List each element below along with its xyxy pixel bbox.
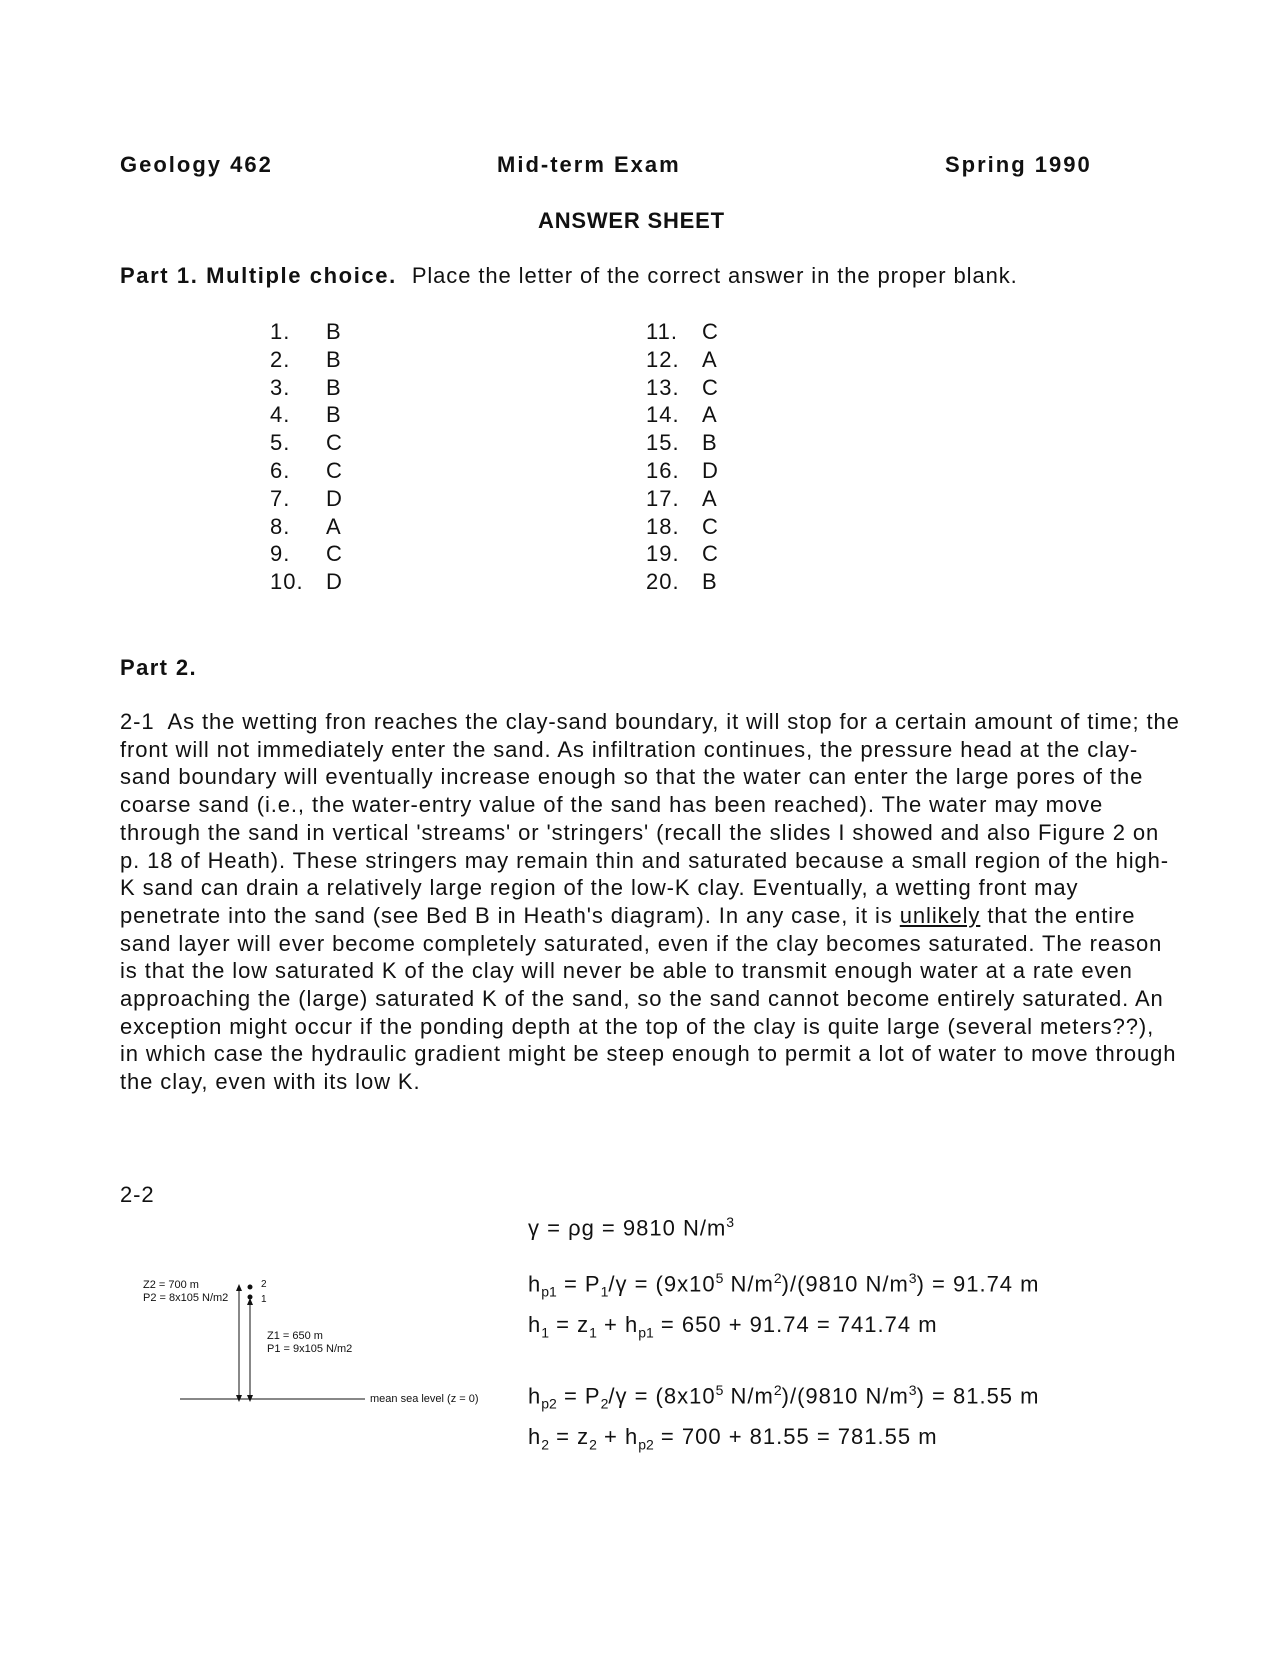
answer-letter: A (702, 485, 718, 511)
exam-title: Mid-term Exam (497, 152, 681, 177)
eq-hp1-b-sup: 5 (715, 1270, 724, 1286)
eq-h2 (528, 1424, 938, 1452)
eq-hp1-d: )/(9810 N/m (781, 1271, 909, 1297)
answer-number: 16. (646, 457, 680, 483)
eq-h2-a: = z (549, 1424, 590, 1449)
answer-row (270, 457, 390, 485)
answer-number: 9. (270, 541, 291, 567)
answer-number: 3. (270, 374, 291, 400)
eq-hp1-h: h (528, 1271, 542, 1297)
eq-h2-b-sub: p2 (638, 1436, 654, 1453)
q22-label: 2-2 (120, 1182, 155, 1207)
answer-number: 1. (270, 319, 291, 344)
eq-hp2-c-sup: 2 (773, 1382, 782, 1398)
answer-row (270, 540, 390, 568)
answer-number: 13. (646, 374, 680, 400)
answer-letter: C (702, 513, 719, 539)
answer-letter: B (326, 319, 342, 344)
eq-h2-h: h (528, 1424, 542, 1449)
answer-row (646, 513, 766, 541)
p2-label: P2 = 8x105 N/m2 (143, 1292, 229, 1304)
part1-instruction: Place the letter of the correct answer in the proper blank. (411, 263, 1018, 288)
eq-h2-sub: 2 (541, 1436, 550, 1453)
answer-letter: C (326, 430, 343, 456)
eq-hp2-b-sup: 5 (715, 1382, 724, 1398)
answer-row (270, 346, 390, 374)
answer-letter: A (702, 402, 718, 428)
answer-row (270, 318, 390, 346)
answer-number: 19. (646, 541, 680, 567)
eq-hp2-c: N/m (723, 1383, 774, 1409)
answer-sheet-title: ANSWER SHEET (538, 208, 725, 233)
eq-hp1 (528, 1270, 1039, 1300)
answer-number: 18. (646, 513, 680, 539)
q21-label: 2-1 (120, 709, 155, 734)
q21-text-a: As the wetting fron reaches the clay-sand boundary, it will stop for a certain amount of time; the front will not immediately enter the sand. As infiltration continues, the pressure head at the clay-sand boundary will eventually increase enough so that the water can enter the large pores of the coarse sand (i.e., the water-entry value of the sand has been reached). The water may move through the sand in vertical 'streams' or 'stringers' (recall the slides I showed and also Figure 2 on p. 18 of Heath). These stringers may remain thin and saturated because a small region of the high-K sand can drain a relatively large region of the low-K clay. Eventually, a wetting front may penetrate into the sand (see Bed B in Heath's diagram). In any case, it is (120, 709, 1180, 928)
answer-number: 20. (646, 569, 680, 595)
answer-row (270, 513, 390, 541)
p1-label: P1 = 9x105 N/m2 (267, 1343, 353, 1355)
answer-row (270, 429, 390, 457)
answer-number: 15. (646, 430, 680, 456)
point-2-label: 2 (261, 1279, 267, 1290)
answers-left-list (270, 318, 390, 596)
eq-hp1-a: = P (556, 1271, 601, 1297)
z2-label: Z2 = 700 m (143, 1279, 199, 1291)
answer-number: 17. (646, 485, 680, 511)
eq-hp2-a: = P (556, 1383, 601, 1409)
z2-arrow-top (236, 1284, 242, 1291)
answer-row (646, 346, 766, 374)
answer-letter: C (326, 457, 343, 483)
answer-2-1 (120, 708, 1180, 1096)
eq-h2-c: = 700 + 81.55 = 781.55 m (653, 1424, 938, 1449)
answer-letter: C (702, 319, 719, 344)
answer-row (646, 457, 766, 485)
eq-hp1-a-sub: 1 (600, 1283, 609, 1300)
answer-row (646, 429, 766, 457)
eq-hp1-c: N/m (723, 1271, 774, 1297)
eq-h1-b: + h (596, 1312, 639, 1337)
part2-heading: Part 2. (120, 655, 198, 680)
eq-h1-a-sub: 1 (589, 1324, 597, 1341)
answer-row (646, 568, 766, 596)
answer-number: 2. (270, 346, 291, 372)
answer-number: 10. (270, 569, 304, 595)
eq-gamma (528, 1214, 734, 1241)
eq-h1-c: = 650 + 91.74 = 741.74 m (653, 1312, 938, 1337)
answers-right-list (646, 318, 766, 596)
answer-letter: D (702, 457, 719, 483)
eq-h1-h: h (528, 1312, 542, 1337)
answer-letter: B (326, 346, 342, 372)
answer-row (646, 374, 766, 402)
eq-hp2-b: /γ = (8x10 (608, 1383, 716, 1409)
answer-number: 6. (270, 457, 291, 483)
eq-h2-b: + h (596, 1424, 639, 1449)
point-1-dot (248, 1295, 253, 1300)
q21-underlined: unlikely (899, 902, 981, 928)
answer-letter: A (702, 346, 718, 372)
answer-row (646, 318, 766, 346)
answer-letter: C (702, 541, 719, 567)
answer-letter: A (326, 513, 342, 539)
eq-hp2-a-sub: 2 (600, 1395, 609, 1412)
answer-row (646, 485, 766, 513)
point-2-dot (248, 1285, 253, 1290)
answer-row (270, 568, 390, 596)
eq-gamma-text: γ = ρg = 9810 N/m (528, 1215, 727, 1241)
eq-hp2-h: h (528, 1383, 542, 1409)
eq-h2-a-sub: 2 (589, 1436, 597, 1453)
eq-h1-sub: 1 (541, 1324, 550, 1341)
answer-letter: B (326, 402, 342, 428)
answer-number: 8. (270, 513, 291, 539)
eq-hp2-d-sup: 3 (908, 1382, 917, 1398)
answer-row (646, 401, 766, 429)
eq-hp1-b: /γ = (9x10 (608, 1271, 716, 1297)
answer-row (270, 485, 390, 513)
answer-row (270, 374, 390, 402)
z1-label: Z1 = 650 m (267, 1330, 323, 1342)
eq-gamma-exp: 3 (726, 1214, 735, 1230)
eq-hp1-sub: p1 (541, 1283, 557, 1300)
answer-number: 5. (270, 430, 291, 456)
answer-number: 14. (646, 402, 680, 428)
eq-hp1-c-sup: 2 (773, 1270, 782, 1286)
exam-term: Spring 1990 (945, 152, 1092, 177)
eq-h1-b-sub: p1 (638, 1324, 654, 1341)
eq-h1-a: = z (549, 1312, 590, 1337)
answer-letter: B (702, 569, 718, 595)
eq-hp1-e: ) = 91.74 m (916, 1271, 1040, 1297)
answer-letter: C (326, 541, 343, 567)
eq-hp1-d-sup: 3 (908, 1270, 917, 1286)
course-title: Geology 462 (120, 152, 273, 177)
answer-letter: D (326, 569, 343, 595)
answer-number: 12. (646, 346, 680, 372)
answer-number: 4. (270, 402, 291, 428)
answer-letter: C (702, 374, 719, 400)
eq-hp2-sub: p2 (541, 1395, 557, 1412)
answer-number: 11. (646, 319, 678, 344)
part1-line (120, 263, 1018, 289)
answer-letter: B (702, 430, 718, 456)
answer-row (646, 540, 766, 568)
q21-text-b: that the entire sand layer will ever become completely saturated, even if the clay becomes saturated. The reason is that the low saturated K of the clay will never be able to transmit enough water at a rate even approaching the (large) saturated K of the sand, so the sand cannot become entirely saturated. An exception might occur if the ponding depth at the top of the clay is quite large (several meters??), in which case the hydraulic gradient might be steep enough to permit a lot of water to move through the clay, even with its low K. (120, 902, 1177, 1095)
eq-hp2-d: )/(9810 N/m (781, 1383, 909, 1409)
answer-letter: B (326, 374, 342, 400)
part1-heading: Part 1. Multiple choice. (120, 263, 397, 288)
mean-sea-level-label: mean sea level (z = 0) (370, 1393, 479, 1405)
answer-number: 7. (270, 485, 291, 511)
answer-letter: D (326, 485, 343, 511)
eq-hp2 (528, 1382, 1039, 1412)
answer-row (270, 401, 390, 429)
eq-hp2-e: ) = 81.55 m (916, 1383, 1040, 1409)
eq-h1 (528, 1312, 938, 1340)
point-1-label: 1 (261, 1294, 267, 1305)
